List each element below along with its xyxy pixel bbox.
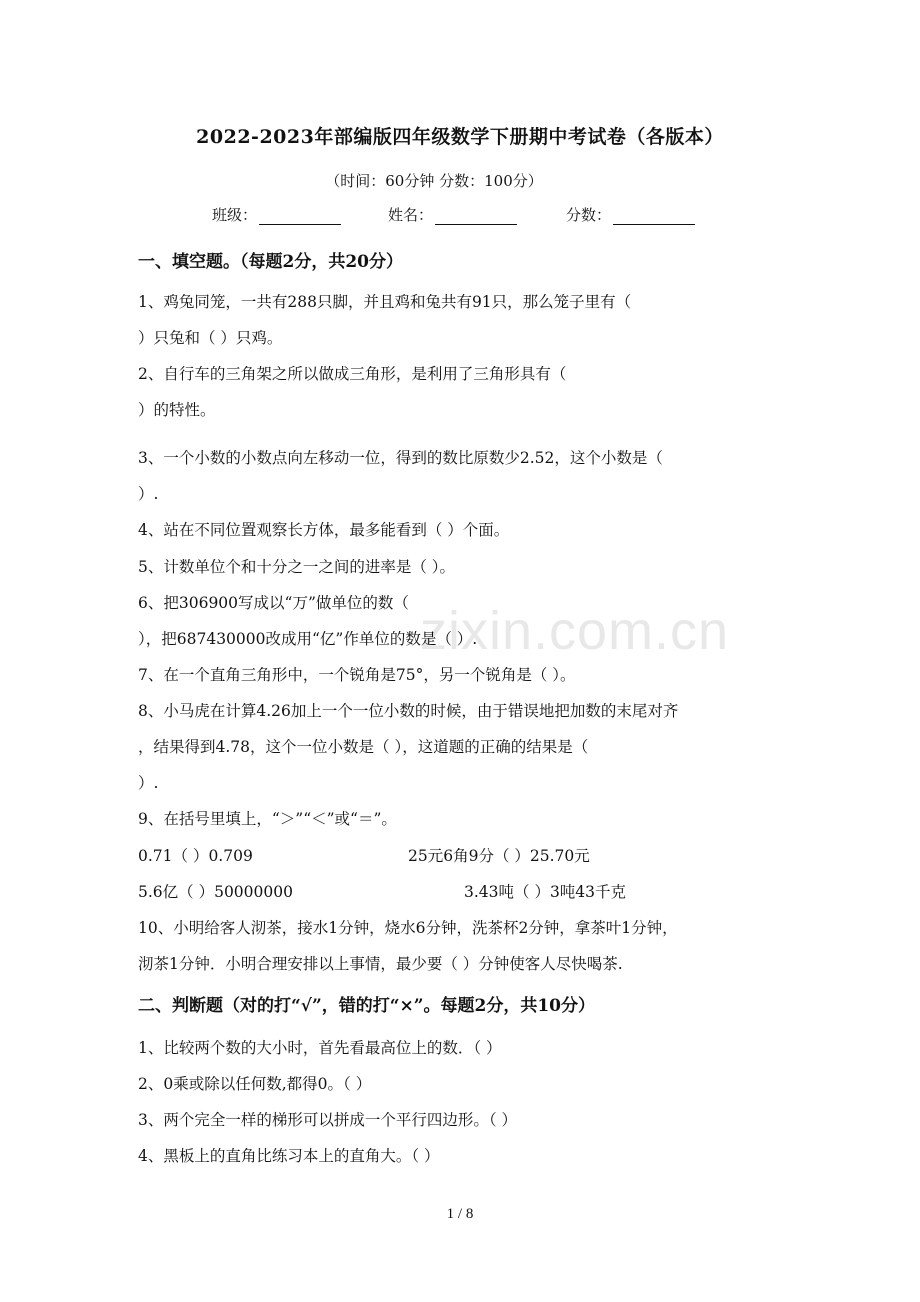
class-field xyxy=(212,204,341,225)
section2-heading: 二、判断题（对的打“√”，错的打“×”。每题2分，共10分） xyxy=(138,996,596,1016)
question-line: ，结果得到4.78，这个一位小数是（ ），这道题的正确的结果是（ xyxy=(138,738,589,756)
question-line: 5、计数单位个和十分之一之间的进率是（ ）。 xyxy=(138,558,456,576)
question-line: 9、在括号里填上，“＞”“＜”或“＝”。 xyxy=(138,810,397,828)
question-line: ）. xyxy=(138,485,159,503)
judgement-item: 3、两个完全一样的梯形可以拼成一个平行四边形。（ ） xyxy=(138,1111,518,1129)
judgement-item: 4、黑板上的直角比练习本上的直角大。（ ） xyxy=(138,1147,440,1165)
name-field xyxy=(388,204,517,225)
page-title: 2022-2023年部编版四年级数学下册期中考试卷（各版本） xyxy=(196,126,724,148)
judgement-item: 2、0乘或除以任何数,都得0。（ ） xyxy=(138,1075,372,1093)
name-label: 姓名： xyxy=(388,206,434,224)
score-field xyxy=(566,204,695,225)
question-line: ），把687430000改成用“亿”作单位的数是（ ）. xyxy=(138,630,478,648)
compare-item: 3.43吨（ ）3吨43千克 xyxy=(464,883,627,901)
watermark: zixin.com.cn xyxy=(420,601,730,661)
question-line: 3、一个小数的小数点向左移动一位，得到的数比原数少2.52，这个小数是（ xyxy=(138,449,663,467)
question-line: 4、站在不同位置观察长方体，最多能看到（ ）个面。 xyxy=(138,521,510,539)
question-line: 7、在一个直角三角形中，一个锐角是75°，另一个锐角是（ ）。 xyxy=(138,666,576,684)
class-blank xyxy=(259,208,341,225)
compare-item: 5.6亿（ ）50000000 xyxy=(138,883,293,901)
section1-heading: 一、填空题。（每题2分，共20分） xyxy=(138,252,403,272)
compare-item: 25元6角9分（ ）25.70元 xyxy=(408,847,590,865)
name-blank xyxy=(435,208,517,225)
score-label: 分数： xyxy=(566,206,612,224)
exam-time-score: （时间：60分钟 分数：100分） xyxy=(325,172,543,190)
class-label: 班级： xyxy=(212,206,258,224)
page-number: 1 / 8 xyxy=(446,1206,474,1222)
judgement-item: 1、比较两个数的大小时，首先看最高位上的数．（ ） xyxy=(138,1039,502,1057)
question-line: ）的特性。 xyxy=(138,401,216,419)
question-line: 2、自行车的三角架之所以做成三角形，是利用了三角形具有（ xyxy=(138,365,567,383)
question-line: ）只兔和（ ）只鸡。 xyxy=(138,329,283,347)
question-line: ）. xyxy=(138,774,159,792)
score-blank xyxy=(613,208,695,225)
question-line: 8、小马虎在计算4.26加上一个一位小数的时候，由于错误地把加数的末尾对齐 xyxy=(138,702,679,720)
question-line: 沏茶1分钟．小明合理安排以上事情，最少要（ ）分钟使客人尽快喝茶. xyxy=(138,955,623,973)
compare-item: 0.71（ ）0.709 xyxy=(138,847,253,865)
question-line: 1、鸡兔同笼，一共有288只脚，并且鸡和兔共有91只，那么笼子里有（ xyxy=(138,293,632,311)
question-line: 6、把306900写成以“万”做单位的数（ xyxy=(138,594,409,612)
question-line: 10、小明给客人沏茶，接水1分钟，烧水6分钟，洗茶杯2分钟，拿茶叶1分钟， xyxy=(138,919,678,937)
